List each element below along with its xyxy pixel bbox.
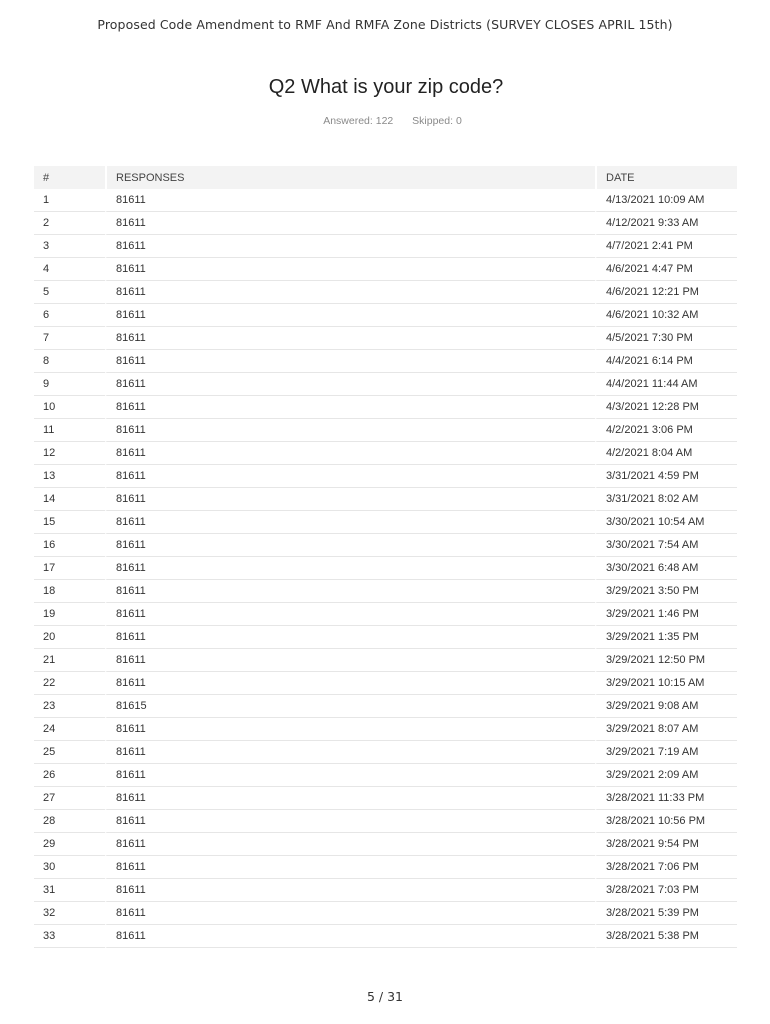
date-cell: 3/29/2021 1:46 PM <box>595 603 737 626</box>
table-row <box>34 856 737 879</box>
table-row <box>34 580 737 603</box>
date-cell: 3/29/2021 12:50 PM <box>595 649 737 672</box>
response-cell: 81611 <box>105 235 595 258</box>
date-cell: 3/29/2021 7:19 AM <box>595 741 737 764</box>
response-cell: 81611 <box>105 672 595 695</box>
date-cell: 4/3/2021 12:28 PM <box>595 396 737 419</box>
response-cell: 81611 <box>105 787 595 810</box>
table-row <box>34 787 737 810</box>
date-cell: 4/4/2021 6:14 PM <box>595 350 737 373</box>
skipped-count: Skipped: 0 <box>412 115 462 127</box>
row-number-cell: 24 <box>34 718 105 741</box>
row-number-cell: 3 <box>34 235 105 258</box>
row-number-cell: 6 <box>34 304 105 327</box>
date-cell: 4/2/2021 3:06 PM <box>595 419 737 442</box>
response-cell: 81611 <box>105 557 595 580</box>
row-number-cell: 32 <box>34 902 105 925</box>
row-number-cell: 16 <box>34 534 105 557</box>
response-cell: 81611 <box>105 304 595 327</box>
table-row <box>34 442 737 465</box>
response-cell: 81611 <box>105 373 595 396</box>
row-number-cell: 7 <box>34 327 105 350</box>
row-number-cell: 13 <box>34 465 105 488</box>
table-row <box>34 350 737 373</box>
table-row <box>34 189 737 212</box>
date-cell: 4/6/2021 12:21 PM <box>595 281 737 304</box>
response-cell: 81611 <box>105 396 595 419</box>
response-cell: 81611 <box>105 902 595 925</box>
table-row <box>34 281 737 304</box>
table-row <box>34 396 737 419</box>
response-cell: 81611 <box>105 626 595 649</box>
date-cell: 3/28/2021 5:39 PM <box>595 902 737 925</box>
row-number-cell: 33 <box>34 925 105 948</box>
date-cell: 3/30/2021 10:54 AM <box>595 511 737 534</box>
question-title: Q2 What is your zip code? <box>268 76 504 98</box>
table-row <box>34 465 737 488</box>
table-row <box>34 925 737 948</box>
table-header-row <box>34 166 737 189</box>
response-cell: 81611 <box>105 856 595 879</box>
response-cell: 81611 <box>105 442 595 465</box>
date-cell: 3/31/2021 8:02 AM <box>595 488 737 511</box>
response-cell: 81611 <box>105 281 595 304</box>
row-number-cell: 4 <box>34 258 105 281</box>
row-number-cell: 12 <box>34 442 105 465</box>
table-row <box>34 304 737 327</box>
row-number-cell: 9 <box>34 373 105 396</box>
table-row <box>34 603 737 626</box>
table-row <box>34 419 737 442</box>
response-cell: 81611 <box>105 327 595 350</box>
date-cell: 3/30/2021 6:48 AM <box>595 557 737 580</box>
response-cell: 81611 <box>105 534 595 557</box>
date-cell: 3/28/2021 5:38 PM <box>595 925 737 948</box>
date-cell: 3/31/2021 4:59 PM <box>595 465 737 488</box>
row-number-cell: 5 <box>34 281 105 304</box>
table-row <box>34 373 737 396</box>
column-header-responses: RESPONSES <box>105 166 595 189</box>
date-cell: 3/28/2021 7:03 PM <box>595 879 737 902</box>
table-row <box>34 879 737 902</box>
table-row <box>34 718 737 741</box>
row-number-cell: 2 <box>34 212 105 235</box>
row-number-cell: 23 <box>34 695 105 718</box>
table-row <box>34 235 737 258</box>
table-row <box>34 511 737 534</box>
date-cell: 3/29/2021 9:08 AM <box>595 695 737 718</box>
table-row <box>34 626 737 649</box>
response-cell: 81611 <box>105 419 595 442</box>
row-number-cell: 15 <box>34 511 105 534</box>
response-cell: 81611 <box>105 511 595 534</box>
date-cell: 4/2/2021 8:04 AM <box>595 442 737 465</box>
row-number-cell: 10 <box>34 396 105 419</box>
row-number-cell: 22 <box>34 672 105 695</box>
table-row <box>34 258 737 281</box>
row-number-cell: 1 <box>34 189 105 212</box>
response-cell: 81611 <box>105 741 595 764</box>
answered-count: Answered: 122 <box>323 115 394 127</box>
row-number-cell: 25 <box>34 741 105 764</box>
page-number: 5 / 31 <box>366 989 404 1004</box>
response-cell: 81611 <box>105 603 595 626</box>
table-row <box>34 557 737 580</box>
table-row <box>34 695 737 718</box>
date-cell: 4/6/2021 10:32 AM <box>595 304 737 327</box>
row-number-cell: 21 <box>34 649 105 672</box>
row-number-cell: 31 <box>34 879 105 902</box>
table-row <box>34 764 737 787</box>
column-header-number: # <box>34 166 105 189</box>
table-row <box>34 902 737 925</box>
table-row <box>34 212 737 235</box>
date-cell: 4/4/2021 11:44 AM <box>595 373 737 396</box>
table-row <box>34 327 737 350</box>
response-cell: 81611 <box>105 350 595 373</box>
response-stats <box>0 115 770 127</box>
row-number-cell: 26 <box>34 764 105 787</box>
date-cell: 4/13/2021 10:09 AM <box>595 189 737 212</box>
date-cell: 3/28/2021 11:33 PM <box>595 787 737 810</box>
row-number-cell: 30 <box>34 856 105 879</box>
response-cell: 81611 <box>105 879 595 902</box>
date-cell: 3/28/2021 7:06 PM <box>595 856 737 879</box>
column-header-date: DATE <box>595 166 737 189</box>
date-cell: 3/29/2021 8:07 AM <box>595 718 737 741</box>
date-cell: 3/30/2021 7:54 AM <box>595 534 737 557</box>
row-number-cell: 20 <box>34 626 105 649</box>
row-number-cell: 17 <box>34 557 105 580</box>
response-cell: 81611 <box>105 580 595 603</box>
row-number-cell: 29 <box>34 833 105 856</box>
date-cell: 4/6/2021 4:47 PM <box>595 258 737 281</box>
row-number-cell: 18 <box>34 580 105 603</box>
response-cell: 81611 <box>105 764 595 787</box>
table-row <box>34 488 737 511</box>
row-number-cell: 19 <box>34 603 105 626</box>
response-cell: 81611 <box>105 649 595 672</box>
response-cell: 81611 <box>105 925 595 948</box>
date-cell: 3/28/2021 10:56 PM <box>595 810 737 833</box>
date-cell: 3/29/2021 2:09 AM <box>595 764 737 787</box>
date-cell: 3/29/2021 3:50 PM <box>595 580 737 603</box>
table-row <box>34 741 737 764</box>
date-cell: 3/29/2021 1:35 PM <box>595 626 737 649</box>
response-cell: 81611 <box>105 212 595 235</box>
row-number-cell: 27 <box>34 787 105 810</box>
table-row <box>34 810 737 833</box>
response-cell: 81611 <box>105 258 595 281</box>
response-cell: 81611 <box>105 465 595 488</box>
row-number-cell: 28 <box>34 810 105 833</box>
table-row <box>34 534 737 557</box>
row-number-cell: 14 <box>34 488 105 511</box>
response-cell: 81611 <box>105 718 595 741</box>
date-cell: 4/12/2021 9:33 AM <box>595 212 737 235</box>
responses-table <box>34 166 737 948</box>
table-row <box>34 672 737 695</box>
table-row <box>34 649 737 672</box>
response-cell: 81611 <box>105 833 595 856</box>
row-number-cell: 8 <box>34 350 105 373</box>
table-row <box>34 833 737 856</box>
response-cell: 81611 <box>105 810 595 833</box>
response-cell: 81611 <box>105 488 595 511</box>
date-cell: 4/7/2021 2:41 PM <box>595 235 737 258</box>
date-cell: 4/5/2021 7:30 PM <box>595 327 737 350</box>
row-number-cell: 11 <box>34 419 105 442</box>
response-cell: 81615 <box>105 695 595 718</box>
date-cell: 3/28/2021 9:54 PM <box>595 833 737 856</box>
date-cell: 3/29/2021 10:15 AM <box>595 672 737 695</box>
document-header-title: Proposed Code Amendment to RMF And RMFA Zone Districts (SURVEY CLOSES APRIL 15th) <box>97 17 673 32</box>
response-cell: 81611 <box>105 189 595 212</box>
